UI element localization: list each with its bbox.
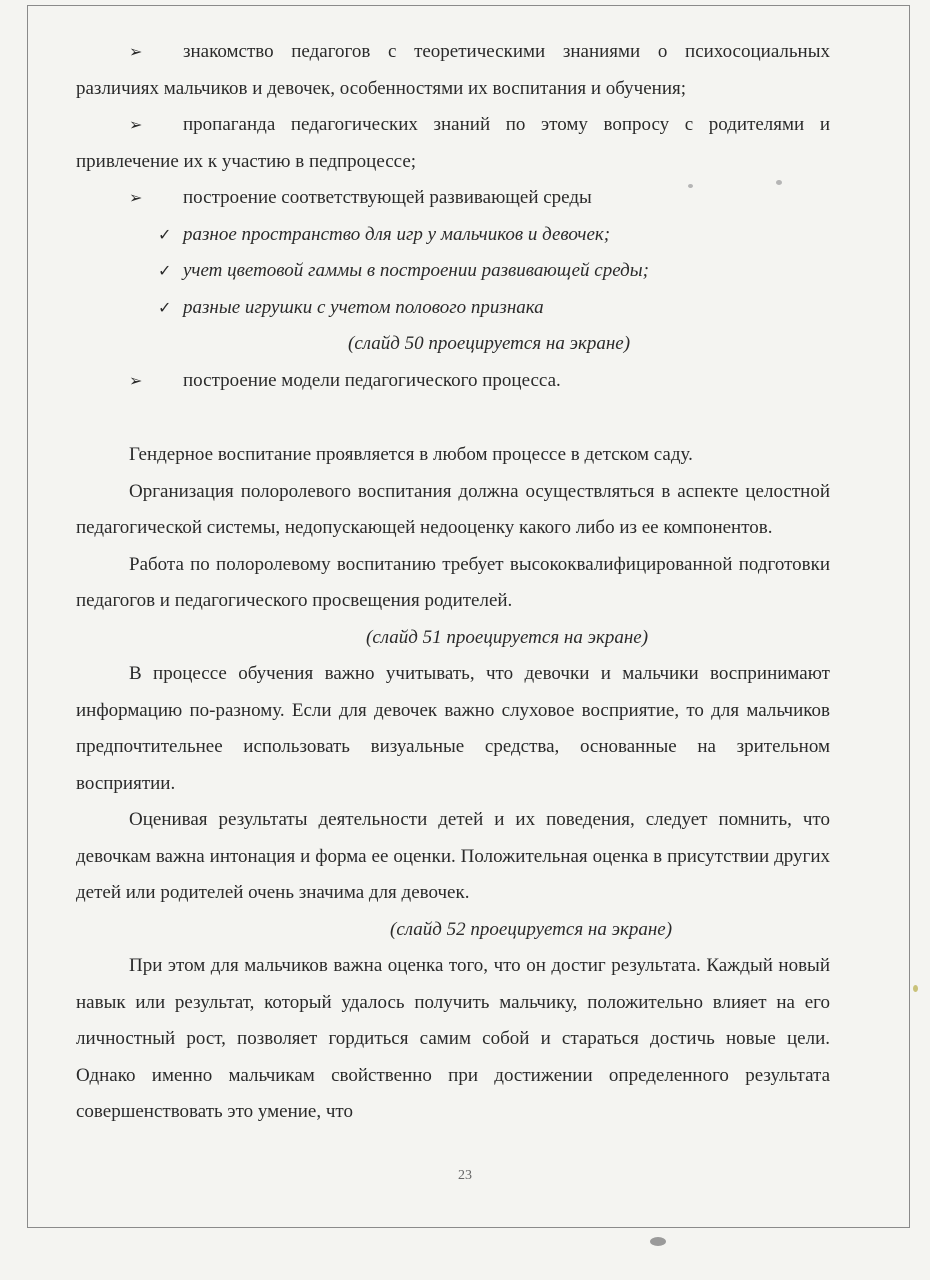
arrow-bullet-icon: ➢ [129,188,143,207]
bullet-text: знакомство педагогов с теоретическими знаниями о психосоциальных различиях мальчиков и девочек, особенностями их воспитания и обучения; [76,41,830,99]
paragraph: В процессе обучения важно учитывать, что девочки и мальчики воспринимают информацию по-разному. Если для девочек важно слуховое восприятие, то для мальчиков предпочтительнее использовать визуальные средства, основанные на зрительном восприятии. [76,663,830,794]
slide-note: (слайд 51 проецируется на экране) [366,626,649,648]
sub-bullet-text: учет цветовой гаммы в построении развивающей среды; [183,260,649,281]
bullet-item [76,363,830,400]
paragraph: Работа по полоролевому воспитанию требует высококвалифицированной подготовки педагогов и педагогического просвещения родителей. [76,553,830,611]
arrow-bullet-icon: ➢ [129,42,143,61]
checkmark-icon: ✓ [158,224,172,244]
bullet-item [76,180,830,217]
page-number: 23 [458,1168,472,1183]
sub-bullet-item [76,290,830,327]
sub-bullet-text: разные игрушки с учетом полового признака [183,296,544,318]
scan-speck [650,1237,666,1246]
paragraph: При этом для мальчиков важна оценка того, что он достиг результата. Каждый новый навык или результат, который удалось получить мальчику, положительно влияет на его личностный рост, позволяет гордиться самим собой и стараться достичь новые цели. Однако именно мальчикам свойственно при достижении определенного результата совершенствовать это умение, что [76,955,830,1122]
bullet-text: построение соответствующей развивающей среды [183,187,592,208]
document-body [76,34,830,1131]
bullet-text: пропаганда педагогических знаний по этому вопросу с родителями и привлечение их к участию в педпроцессе; [76,114,830,172]
scan-speck [913,985,918,992]
paragraph: Гендерное воспитание проявляется в любом процессе в детском саду. [129,444,693,465]
sub-bullet-item [76,253,830,290]
sub-bullet-text: разное пространство для игр у мальчиков и девочек; [183,223,611,245]
scan-speck [776,180,782,185]
arrow-bullet-icon: ➢ [129,370,143,390]
bullet-item [76,34,830,107]
scan-speck [688,184,693,188]
paragraph: Организация полоролевого воспитания должна осуществляться в аспекте целостной педагогической системы, недопускающей недооценку какого либо из ее компонентов. [76,480,830,538]
arrow-bullet-icon: ➢ [129,115,143,134]
slide-note: (слайд 50 проецируется на экране) [348,333,631,354]
sub-bullet-item [76,217,830,254]
checkmark-icon: ✓ [158,297,172,317]
checkmark-icon: ✓ [158,261,172,280]
slide-note: (слайд 52 проецируется на экране) [390,918,673,940]
bullet-text: построение модели педагогического процесса. [183,369,561,391]
bullet-item [76,107,830,180]
paragraph: Оценивая результаты деятельности детей и их поведения, следует помнить, что девочкам важна интонация и форма ее оценки. Положительная оценка в присутствии других детей или родителей очень значима для девочек. [76,809,830,903]
